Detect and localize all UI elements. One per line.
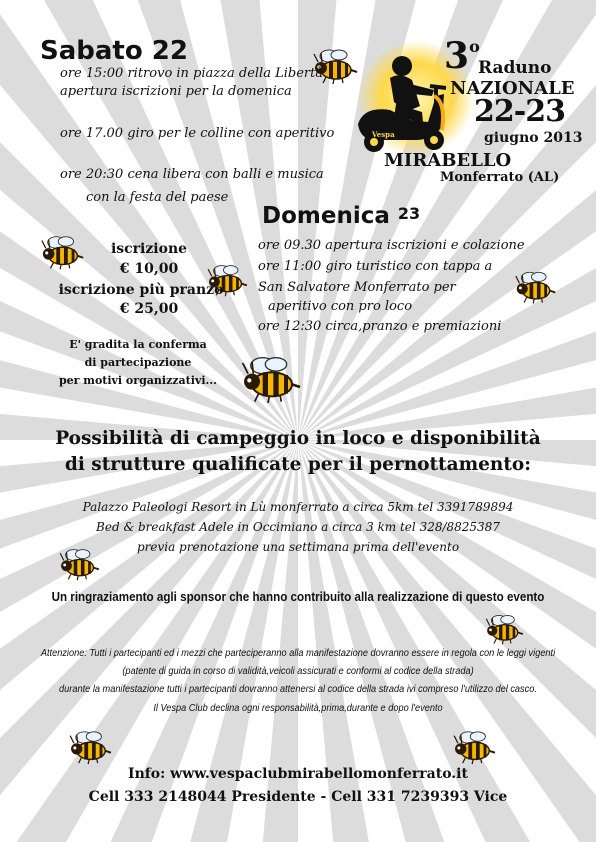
saturday-line: apertura iscrizioni per la domenica	[60, 84, 292, 99]
bee-icon	[484, 612, 526, 646]
sunday-label: Domenica	[262, 203, 390, 229]
sunday-title	[262, 203, 420, 229]
warning-line: Il Vespa Club declina ogni responsabilità,prima,durante e dopo l'evento	[153, 703, 443, 714]
edition-number	[444, 35, 480, 77]
sunday-line: aperitivo con pro loco	[268, 299, 413, 314]
saturday-line: con la festa del paese	[86, 190, 229, 205]
sunday-line: San Salvatore Monferrato per	[258, 280, 456, 295]
saturday-label: Sabato	[40, 36, 143, 66]
camping-heading: Possibilità di campeggio in loco e disponibilità	[55, 428, 541, 449]
sunday-line: ore 11:00 giro turistico con tappa a	[258, 259, 493, 274]
hotel-line: Bed & breakfast Adele in Occimiano a circa 3 km tel 328/8825387	[96, 520, 500, 534]
sponsor-thanks: Un ringraziamento agli sponsor che hanno contribuito alla realizzazione di questo evento	[51, 590, 545, 604]
vespa-label: Vespa	[372, 130, 395, 139]
hotel-line: previa prenotazione una settimana prima dell'evento	[136, 540, 460, 554]
warning-line: durante la manifestazione tutti i partecipanti dovranno attenersi al codice della strada ivi compreso l'utilizzo del casco.	[59, 684, 537, 695]
saturday-title	[40, 36, 188, 66]
fee-price: € 25,00	[119, 301, 179, 317]
fee-price: € 10,00	[119, 261, 179, 277]
saturday-day: 22	[151, 36, 188, 66]
logo-town: MIRABELLO	[384, 150, 512, 171]
logo-raduno: Raduno	[478, 58, 552, 78]
edition-ordinal: o	[469, 37, 480, 56]
logo-month: giugno 2013	[484, 130, 583, 146]
hotel-line: Palazzo Paleologi Resort in Lù monferrato a circa 5km tel 3391789894	[82, 500, 514, 514]
sunday-line: ore 09.30 apertura iscrizioni e colazione	[258, 238, 525, 253]
saturday-line: ore 17.00 giro per le colline con aperitivo	[60, 126, 335, 141]
logo-region: Monferrato (AL)	[440, 170, 560, 185]
rally-logo	[350, 36, 590, 186]
logo-dates: 22-23	[474, 94, 565, 129]
sunday-line: ore 12:30 circa,pranzo e premiazioni	[258, 319, 502, 334]
sunday-day: 23	[397, 204, 421, 223]
confirm-note-line: di partecipazione	[84, 356, 192, 369]
confirm-note-line: per motivi organizzativi...	[58, 374, 218, 387]
warning-line: (patente di guida in corso di validità,veicoli assicurati e conformi al codice della strada)	[122, 666, 474, 677]
info-website: Info: www.vespaclubmirabellomonferrato.it	[128, 766, 468, 782]
edition-digit: 3	[444, 35, 470, 77]
fee-label: iscrizione più pranzo	[58, 282, 224, 298]
fee-label: iscrizione	[110, 241, 188, 257]
bee-icon	[240, 352, 304, 406]
confirm-note-line: E' gradita la conferma	[69, 338, 207, 351]
bee-icon	[514, 268, 558, 306]
info-phones: Cell 333 2148044 Presidente - Cell 331 7239393 Vice	[88, 789, 508, 805]
warning-line: Attenzione: Tutti i partecipanti ed i mezzi che parteciperanno alla manifestazione dovranno essere in regola con le leggi vigenti	[40, 648, 556, 659]
saturday-line: ore 20:30 cena libera con balli e musica	[60, 167, 324, 182]
logo-nazionale: NAZIONALE	[450, 78, 575, 99]
bee-icon	[452, 728, 498, 766]
bee-icon	[68, 728, 114, 766]
camping-heading: di strutture qualificate per il pernottamento:	[64, 454, 532, 475]
saturday-line: ore 15:00 ritrovo in piazza della Libertà	[60, 66, 324, 81]
